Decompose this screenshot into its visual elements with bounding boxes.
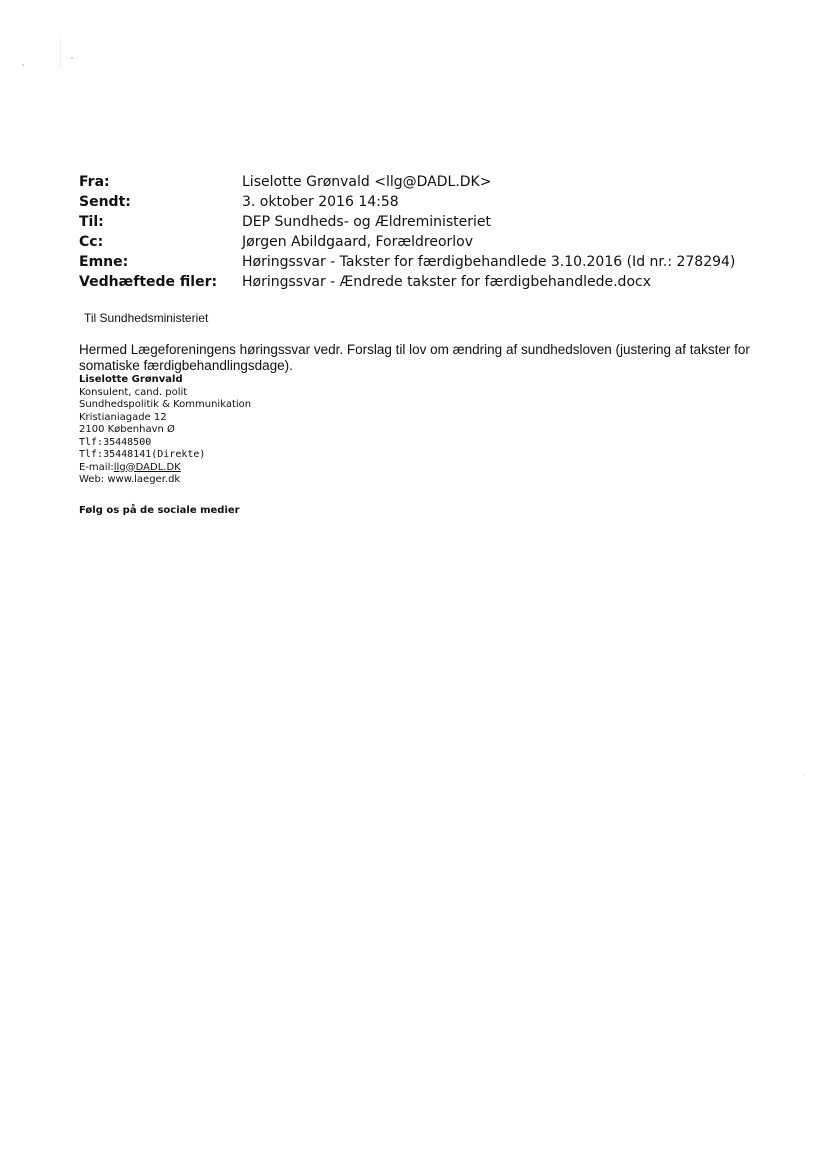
header-value-attachments: Høringssvar - Ændrede takster for færdigbehandlede.docx	[242, 274, 651, 290]
signature-department: Sundhedspolitik & Kommunikation	[79, 399, 252, 410]
signature-block	[79, 374, 251, 487]
signature-street: Kristianiagade 12	[79, 411, 167, 423]
header-row-sent	[79, 192, 779, 212]
header-value-subject: Høringssvar - Takster for færdigbehandlede 3.10.2016 (Id nr.: 278294)	[242, 254, 736, 270]
social-media-line: Følg os på de sociale medier	[79, 505, 240, 516]
email-headers	[79, 172, 779, 292]
header-row-cc	[79, 232, 779, 252]
signature-phone-direct: Tlf:35448141(Direkte)	[79, 449, 206, 460]
header-label: Sendt:	[79, 194, 131, 210]
signature-name: Liselotte Grønvald	[79, 374, 183, 385]
greeting: Til Sundhedsministeriet	[84, 311, 209, 325]
signature-web: Web: www.laeger.dk	[79, 474, 181, 485]
header-value-cc: Jørgen Abildgaard, Forældreorlov	[242, 234, 474, 250]
scan-speck	[804, 775, 805, 776]
header-label: Fra:	[79, 174, 110, 190]
header-row-attachments	[79, 272, 779, 292]
header-label: Til:	[79, 214, 104, 230]
scan-speck	[71, 57, 73, 59]
header-value-from: Liselotte Grønvald <llg@DADL.DK>	[242, 174, 492, 190]
header-row-subject	[79, 252, 779, 272]
signature-city: 2100 København Ø	[79, 424, 175, 435]
header-label: Emne:	[79, 254, 129, 270]
header-value-sent: 3. oktober 2016 14:58	[242, 194, 399, 210]
signature-email-line	[79, 462, 251, 475]
header-label: Vedhæftede filer:	[79, 274, 218, 290]
header-value-to: DEP Sundheds- og Ældreministeriet	[242, 214, 492, 230]
scan-speck	[22, 64, 24, 66]
header-row-from	[79, 172, 779, 192]
signature-title: Konsulent, cand. polit	[79, 386, 188, 398]
signature-email-link[interactable]: llg@DADL.DK	[113, 461, 181, 473]
signature-email-label: E-mail:	[79, 461, 114, 473]
message-body: Hermed Lægeforeningens høringssvar vedr. Forslag til lov om ændring af sundhedsloven (justering af takster for somatiske færdigbehandlingsdage).	[79, 342, 750, 373]
scan-mark	[60, 38, 61, 68]
signature-phone-main: Tlf:35448500	[79, 436, 152, 448]
header-label: Cc:	[79, 234, 104, 250]
header-row-to	[79, 212, 779, 232]
